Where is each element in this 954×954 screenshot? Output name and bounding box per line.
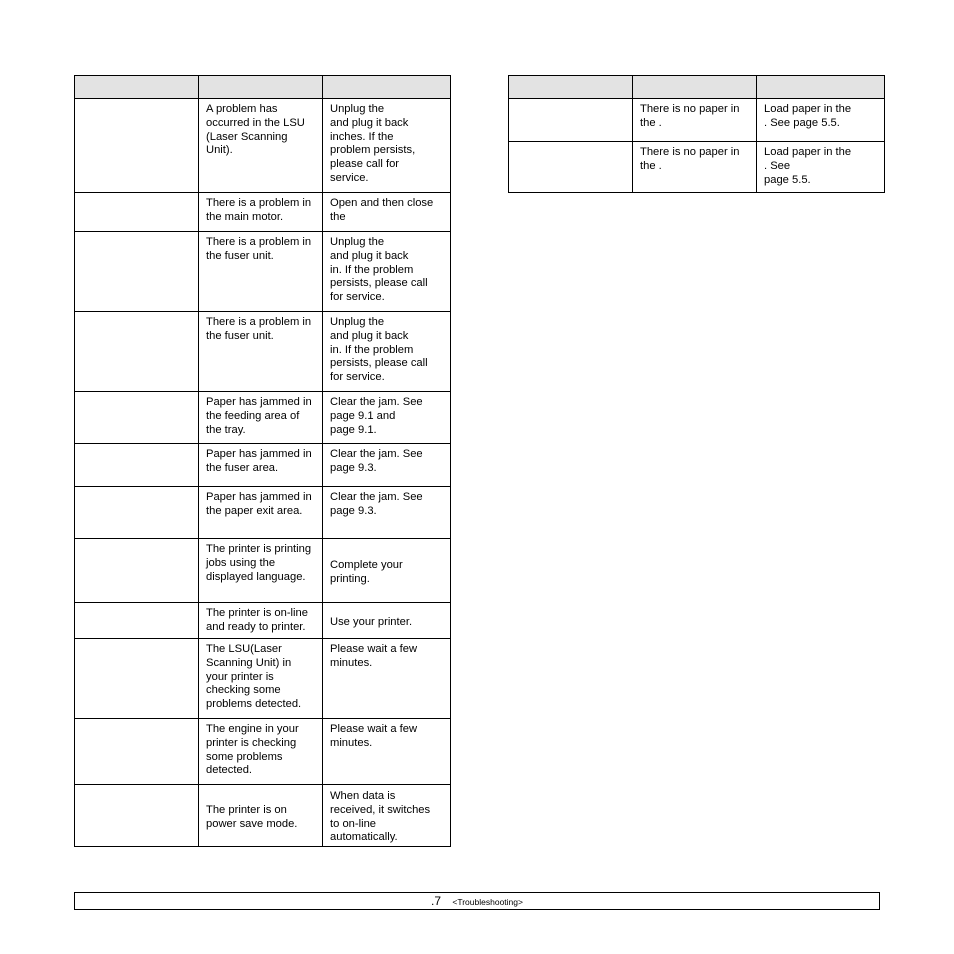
message-cell	[75, 312, 199, 392]
solution-cell: Clear the jam. See page 9.3.	[323, 487, 451, 539]
message-cell	[75, 487, 199, 539]
solution-cell: Please wait a few minutes.	[323, 639, 451, 719]
header-cell-meaning	[633, 76, 757, 99]
table-row	[509, 99, 885, 142]
solution-cell: Unplug the and plug it back in. If the problem persists, please call for service.	[323, 232, 451, 312]
message-cell	[75, 392, 199, 444]
solution-cell: Unplug the and plug it back in. If the problem persists, please call for service.	[323, 312, 451, 392]
message-cell	[75, 99, 199, 193]
table-row	[75, 639, 451, 719]
meaning-cell: The printer is on power save mode.	[199, 785, 323, 847]
table-header-row	[509, 76, 885, 99]
solution-cell: Use your printer.	[323, 603, 451, 639]
table-row	[75, 193, 451, 232]
header-cell-solution	[757, 76, 885, 99]
page-footer	[74, 892, 880, 910]
message-cell	[75, 193, 199, 232]
meaning-cell: There is a problem in the fuser unit.	[199, 312, 323, 392]
meaning-cell: There is no paper in the .	[633, 142, 757, 193]
meaning-cell: Paper has jammed in the paper exit area.	[199, 487, 323, 539]
meaning-cell: The LSU(Laser Scanning Unit) in your printer is checking some problems detected.	[199, 639, 323, 719]
page-number: .7	[431, 894, 442, 908]
table-row	[509, 142, 885, 193]
meaning-cell: There is no paper in the .	[633, 99, 757, 142]
meaning-cell: A problem has occurred in the LSU (Laser Scanning Unit).	[199, 99, 323, 193]
meaning-cell: The printer is on-line and ready to printer.	[199, 603, 323, 639]
table-row	[75, 392, 451, 444]
solution-cell: When data is received, it switches to on-line automatically.	[323, 785, 451, 847]
meaning-cell: Paper has jammed in the feeding area of the tray.	[199, 392, 323, 444]
solution-cell: Clear the jam. See page 9.3.	[323, 444, 451, 487]
message-cell	[509, 142, 633, 193]
message-cell	[75, 639, 199, 719]
table-row	[75, 232, 451, 312]
solution-cell: Clear the jam. See page 9.1 and page 9.1.	[323, 392, 451, 444]
meaning-cell: There is a problem in the main motor.	[199, 193, 323, 232]
message-cell	[75, 444, 199, 487]
meaning-cell: The engine in your printer is checking some problems detected.	[199, 719, 323, 785]
header-cell-message	[509, 76, 633, 99]
error-messages-table-right	[508, 75, 885, 193]
section-label: <Troubleshooting>	[452, 897, 523, 907]
table-row	[75, 603, 451, 639]
table-row	[75, 539, 451, 603]
solution-cell: Load paper in the . See page 5.5.	[757, 142, 885, 193]
table-row	[75, 312, 451, 392]
meaning-cell: There is a problem in the fuser unit.	[199, 232, 323, 312]
message-cell	[509, 99, 633, 142]
table-row	[75, 719, 451, 785]
table-row	[75, 444, 451, 487]
message-cell	[75, 603, 199, 639]
message-cell	[75, 539, 199, 603]
solution-cell: Please wait a few minutes.	[323, 719, 451, 785]
error-messages-table-left	[74, 75, 451, 847]
header-cell-message	[75, 76, 199, 99]
meaning-cell: The printer is printing jobs using the displayed language.	[199, 539, 323, 603]
meaning-cell: Paper has jammed in the fuser area.	[199, 444, 323, 487]
header-cell-meaning	[199, 76, 323, 99]
table-row	[75, 487, 451, 539]
message-cell	[75, 719, 199, 785]
table-header-row	[75, 76, 451, 99]
message-cell	[75, 785, 199, 847]
table-row	[75, 785, 451, 847]
header-cell-solution	[323, 76, 451, 99]
table-row	[75, 99, 451, 193]
solution-cell: Open and then close the	[323, 193, 451, 232]
solution-cell: Complete your printing.	[323, 539, 451, 603]
solution-cell: Load paper in the . See page 5.5.	[757, 99, 885, 142]
solution-cell: Unplug the and plug it back inches. If the problem persists, please call for service.	[323, 99, 451, 193]
message-cell	[75, 232, 199, 312]
